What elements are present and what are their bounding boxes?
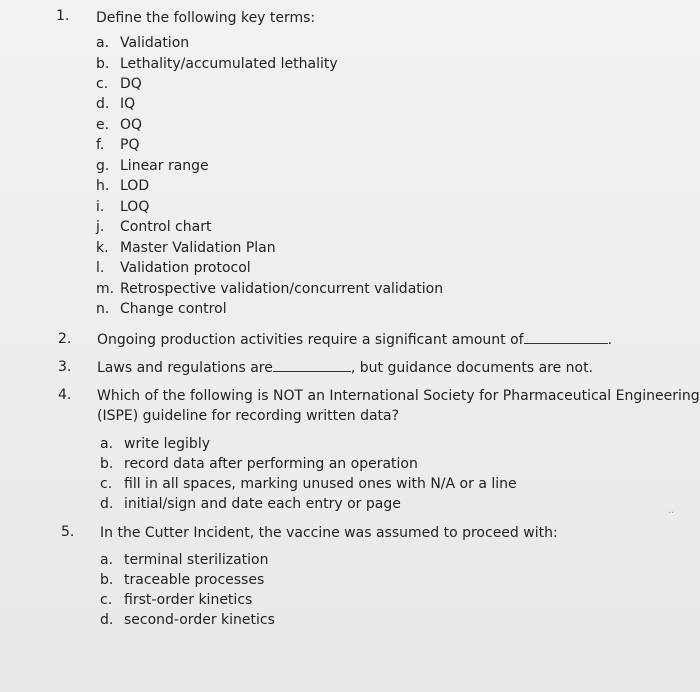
stray-mark: ·· xyxy=(668,508,675,519)
q1-option-c: c. DQ xyxy=(96,76,142,92)
q1-option-f: f. PQ xyxy=(96,137,140,153)
q1-option-m: m. Retrospective validation/concurrent validation xyxy=(96,281,444,297)
q5-option-b: b. traceable processes xyxy=(100,572,265,588)
q1-option-e: e. OQ xyxy=(96,117,143,133)
q1-option-d: d. IQ xyxy=(96,96,136,112)
q4-option-d: d. initial/sign and date each entry or page xyxy=(100,496,401,512)
q1-option-l: l. Validation protocol xyxy=(96,260,251,276)
answer-blank[interactable] xyxy=(273,359,351,372)
q1-option-g: g. Linear range xyxy=(96,158,209,174)
q1-option-a: a. Validation xyxy=(96,35,190,51)
q1-option-j: j. Control chart xyxy=(96,219,212,235)
question-4-prompt-line-2: (ISPE) guideline for recording written data? xyxy=(97,408,400,424)
question-4-prompt-line-1: Which of the following is NOT an International Society for Pharmaceutical Engineering xyxy=(97,388,700,404)
q1-option-i: i. LOQ xyxy=(96,199,150,215)
q1-option-k: k. Master Validation Plan xyxy=(96,240,276,256)
question-5-number: 5. xyxy=(61,524,75,540)
q4-option-b: b. record data after performing an operation xyxy=(100,456,418,472)
question-5-prompt: In the Cutter Incident, the vaccine was assumed to proceed with: xyxy=(100,525,558,541)
question-1-number: 1. xyxy=(56,8,70,24)
q4-option-c: c. fill in all spaces, marking unused ones with N/A or a line xyxy=(100,476,517,492)
question-2-number: 2. xyxy=(58,331,72,347)
answer-blank[interactable] xyxy=(524,331,608,344)
question-4-number: 4. xyxy=(58,387,72,403)
question-3-text: Laws and regulations are , but guidance documents are not. xyxy=(97,360,594,376)
q5-option-d: d. second-order kinetics xyxy=(100,612,275,628)
q5-option-c: c. first-order kinetics xyxy=(100,592,253,608)
q4-option-a: a. write legibly xyxy=(100,436,210,452)
question-1-prompt: Define the following key terms: xyxy=(96,10,316,26)
q1-option-b: b. Lethality/accumulated lethality xyxy=(96,56,338,72)
question-3-number: 3. xyxy=(58,359,72,375)
q1-option-n: n. Change control xyxy=(96,301,227,317)
q1-option-h: h. LOD xyxy=(96,178,150,194)
q5-option-a: a. terminal sterilization xyxy=(100,552,269,568)
question-2-text: Ongoing production activities require a significant amount of . xyxy=(97,332,613,348)
